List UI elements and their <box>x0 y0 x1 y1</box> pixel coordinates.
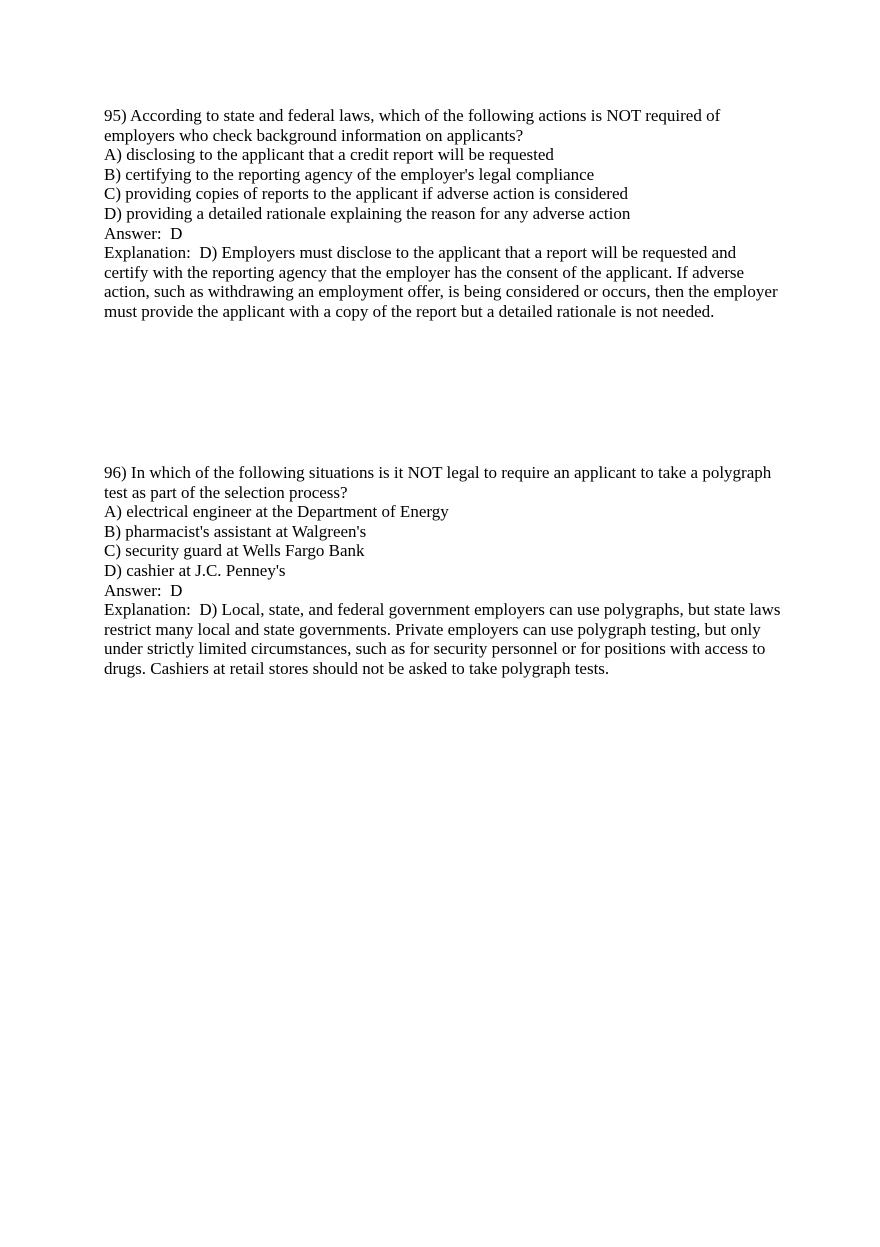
question-number: 96) <box>104 463 127 482</box>
option-d: D) cashier at J.C. Penney's <box>104 560 286 580</box>
option-d: D) providing a detailed rationale explaining the reason for any adverse action <box>104 203 631 223</box>
explanation: Explanation: D) Employers must disclose to the applicant that a report will be requested and certify with the reporting agency that the employer has the consent of the applicant. If adverse action, such as withdrawing an employment offer, is being considered or occurs, then the employer must provide the applicant with a copy of the report but a detailed rationale is not needed. <box>104 243 782 321</box>
option-b: B) pharmacist's assistant at Walgreen's <box>104 521 367 541</box>
question-number: 95) <box>104 106 127 125</box>
option-a: A) disclosing to the applicant that a credit report will be requested <box>104 145 554 165</box>
question-96 <box>104 463 784 679</box>
explanation: Explanation: D) Local, state, and federal government employers can use polygraphs, but state laws restrict many local and state governments. Private employers can use polygraph testing, but only under strictly limited circumstances, such as for security personnel or for positions with access to drugs. Cashiers at retail stores should not be asked to take polygraph tests. <box>104 600 785 678</box>
option-a: A) electrical engineer at the Department of Energy <box>104 502 449 522</box>
option-c: C) security guard at Wells Fargo Bank <box>104 541 365 561</box>
option-c: C) providing copies of reports to the applicant if adverse action is considered <box>104 184 629 204</box>
question-95 <box>104 106 784 322</box>
question-stem: 96) In which of the following situations is it NOT legal to require an applicant to take a polygraph test as part of the selection process? <box>104 463 776 502</box>
answer: Answer: D <box>104 223 183 243</box>
question-stem: 95) According to state and federal laws, which of the following actions is NOT required of employers who check background information on applicants? <box>104 106 725 145</box>
answer: Answer: D <box>104 580 183 600</box>
option-b: B) certifying to the reporting agency of the employer's legal compliance <box>104 164 595 184</box>
